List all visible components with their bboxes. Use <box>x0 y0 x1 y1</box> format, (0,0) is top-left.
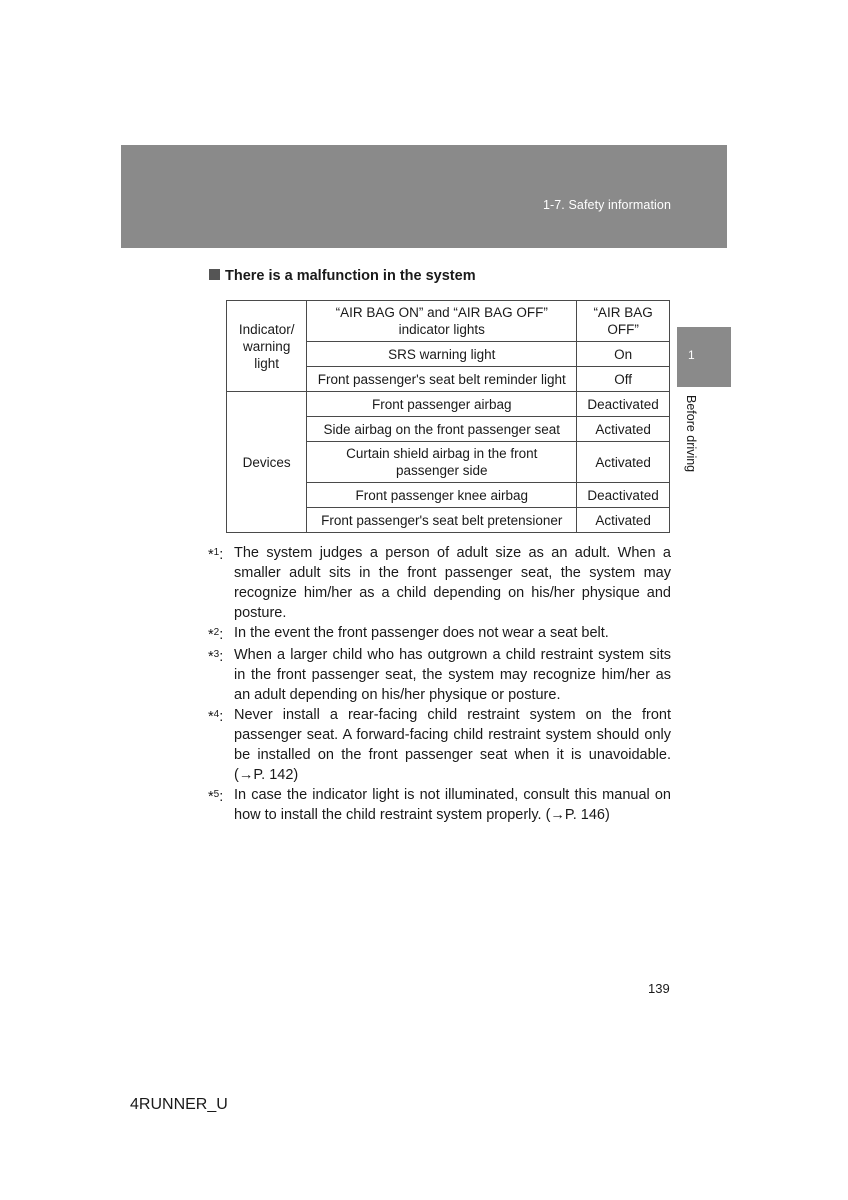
row-item: SRS warning light <box>307 342 577 367</box>
footnote-marker: *$^1$: <box>208 547 224 563</box>
row-state: Activated <box>577 417 670 442</box>
footnote-text: In case the indicator light is not illuminated, consult this manual on how to install the child restraint system properly. (→P. 146) <box>234 787 671 823</box>
footnote-text: In the event the front passenger does not wear a seat belt. <box>234 625 609 641</box>
footnote <box>208 623 671 645</box>
table-row <box>227 301 670 342</box>
row-state: Activated <box>577 508 670 533</box>
chapter-label: Before driving <box>684 395 698 473</box>
footnote-text: The system judges a person of adult size as an adult. When a smaller adult sits in the front passenger seat, the system may recognize him/her as a child depending on his/her physique and posture. <box>234 545 671 621</box>
row-item: Side airbag on the front passenger seat <box>307 417 577 442</box>
footnotes <box>208 543 671 825</box>
row-item: Front passenger's seat belt pretensioner <box>307 508 577 533</box>
table-row <box>227 392 670 417</box>
row-item: Front passenger airbag <box>307 392 577 417</box>
row-state: Deactivated <box>577 483 670 508</box>
group-label: Devices <box>227 392 307 533</box>
footer-model-code: 4RUNNER_U <box>130 1096 228 1113</box>
row-item: “AIR BAG ON” and “AIR BAG OFF” indicator lights <box>307 301 577 342</box>
footnote <box>208 645 671 705</box>
row-state: Activated <box>577 442 670 483</box>
group-label: Indicator/ warning light <box>227 301 307 392</box>
section-heading <box>209 268 476 284</box>
chapter-tab <box>677 327 731 387</box>
footnote-marker: *$^2$: <box>208 627 224 643</box>
footnote <box>208 785 671 825</box>
footnote-text: Never install a rear-facing child restraint system on the front passenger seat. A forward-facing child restraint system should only be installed on the front passenger seat when it is unavoidable. (→P. 142) <box>234 707 671 783</box>
row-state: “AIR BAG OFF” <box>577 301 670 342</box>
row-item: Front passenger knee airbag <box>307 483 577 508</box>
header-band <box>121 145 727 248</box>
row-state: Deactivated <box>577 392 670 417</box>
footnote-marker: *$^4$: <box>208 709 224 725</box>
row-state: Off <box>577 367 670 392</box>
row-item: Curtain shield airbag in the front passenger side <box>307 442 577 483</box>
square-bullet-icon <box>209 269 220 280</box>
section-title: 1-7. Safety information <box>542 198 671 212</box>
chapter-number: 1 <box>688 348 695 362</box>
page-number: 139 <box>648 981 670 996</box>
status-table <box>226 300 670 533</box>
footnote-marker: *$^5$: <box>208 789 224 805</box>
footnote-marker: *$^3$: <box>208 649 224 665</box>
section-heading-text: There is a malfunction in the system <box>225 268 476 284</box>
footnote <box>208 543 671 623</box>
row-state: On <box>577 342 670 367</box>
footnote-text: When a larger child who has outgrown a child restraint system sits in the front passenger seat, the system may recognize him/her as an adult depending on his/her physique or posture. <box>234 647 671 703</box>
footnote <box>208 705 671 785</box>
row-item: Front passenger's seat belt reminder light <box>307 367 577 392</box>
